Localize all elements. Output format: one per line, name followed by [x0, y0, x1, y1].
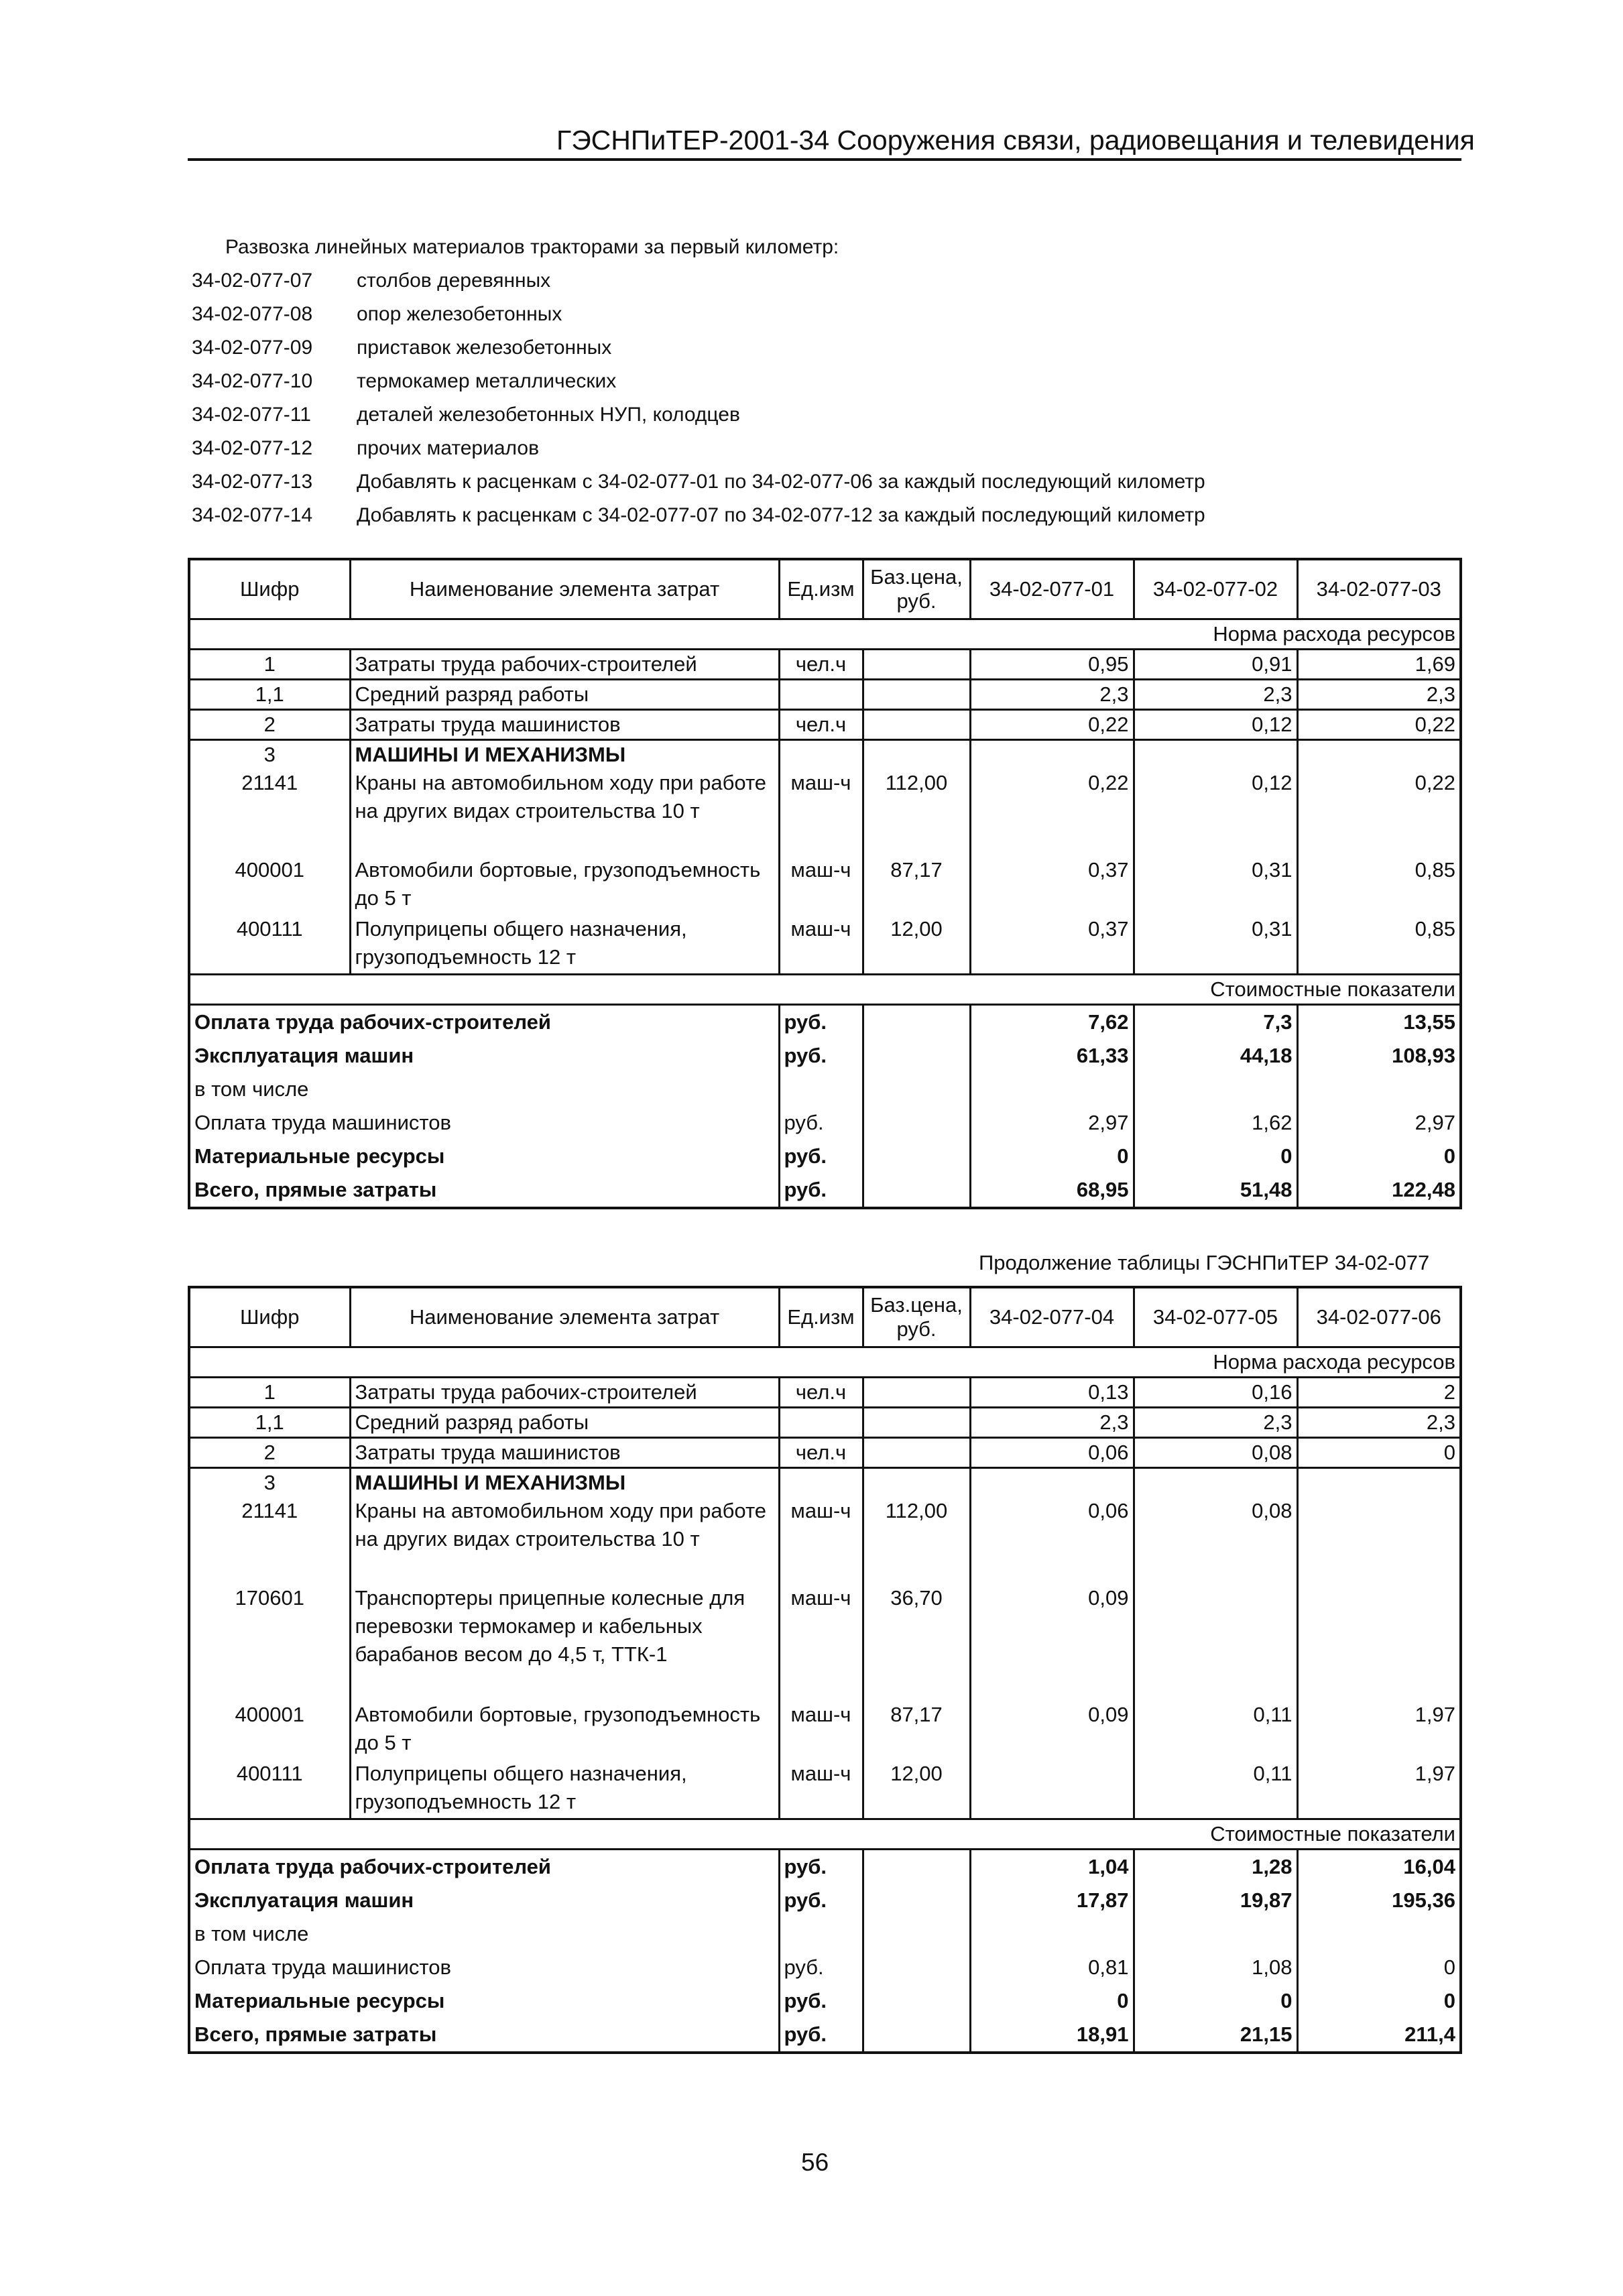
row-price	[863, 650, 970, 680]
row-value: 2,3	[1134, 680, 1297, 710]
row-code: 1,1	[189, 680, 350, 710]
totals-price	[863, 1004, 970, 1039]
intro-lead: Развозка линейных материалов тракторами за первый километр:	[225, 236, 839, 258]
row-value: 0,22	[970, 769, 1134, 856]
col-header-rate: 34-02-077-05	[1134, 1287, 1297, 1347]
totals-row	[189, 1984, 1461, 2018]
totals-value: 16,04	[1297, 1849, 1461, 1884]
row-unit: маш-ч	[779, 1701, 863, 1760]
row-price	[863, 1438, 970, 1468]
row-code: 170601	[189, 1584, 350, 1701]
table-row	[189, 1497, 1461, 1584]
table-header-row	[189, 559, 1461, 619]
row-value	[1297, 1468, 1461, 1498]
intro-item	[192, 331, 1465, 365]
row-unit: чел.ч	[779, 650, 863, 680]
row-name: Средний разряд работы	[350, 1408, 779, 1438]
rates-table-1	[188, 558, 1462, 1209]
totals-value: 7,3	[1134, 1004, 1297, 1039]
intro-item-code: 34-02-077-13	[192, 471, 313, 493]
row-unit	[779, 1408, 863, 1438]
table-header-row	[189, 1287, 1461, 1347]
totals-value: 2,97	[1297, 1106, 1461, 1140]
totals-value: 108,93	[1297, 1039, 1461, 1073]
table-row	[189, 1584, 1461, 1701]
totals-name: Эксплуатация машин	[194, 1888, 414, 1912]
row-unit: маш-ч	[779, 915, 863, 974]
intro-item	[192, 465, 1465, 499]
row-value	[1297, 1497, 1461, 1584]
totals-name: Всего, прямые затраты	[194, 1177, 437, 1201]
section-label: Норма расхода ресурсов	[189, 1347, 1461, 1378]
row-value	[1297, 740, 1461, 770]
row-value: 0,08	[1134, 1497, 1297, 1584]
intro-item-text: Добавлять к расценкам с 34-02-077-07 по 34-02-077-12 за каждый последующий километр	[357, 504, 1205, 526]
table-2-caption: Продолжение таблицы ГЭСНПиТЕР 34-02-077	[979, 1251, 1430, 1274]
row-unit: чел.ч	[779, 710, 863, 740]
totals-price	[863, 1073, 970, 1106]
totals-unit: руб.	[779, 1884, 863, 1917]
totals-row	[189, 1173, 1461, 1208]
intro-item-text: термокамер металлических	[357, 370, 617, 392]
row-price	[863, 1408, 970, 1438]
row-code: 400001	[189, 856, 350, 915]
intro-item-text: приставок железобетонных	[357, 337, 612, 359]
totals-value: 122,48	[1297, 1173, 1461, 1208]
totals-value: 1,62	[1134, 1106, 1297, 1140]
row-value: 0,31	[1134, 915, 1297, 974]
totals-name: в том числе	[194, 1921, 309, 1945]
totals-value	[1297, 1917, 1461, 1951]
row-name: Автомобили бортовые, грузоподъемность до 5 т	[350, 1701, 779, 1760]
row-price: 12,00	[863, 915, 970, 974]
totals-value: 18,91	[970, 2018, 1134, 2053]
totals-price	[863, 1106, 970, 1140]
table-row	[189, 769, 1461, 856]
row-name: МАШИНЫ И МЕХАНИЗМЫ	[350, 740, 779, 770]
totals-value: 1,28	[1134, 1849, 1297, 1884]
totals-price	[863, 1140, 970, 1173]
totals-value: 61,33	[970, 1039, 1134, 1073]
col-header-rate: 34-02-077-02	[1134, 559, 1297, 619]
row-value	[970, 740, 1134, 770]
table-row	[189, 1378, 1461, 1408]
totals-value: 44,18	[1134, 1039, 1297, 1073]
intro-item-code: 34-02-077-08	[192, 303, 313, 325]
row-unit	[779, 740, 863, 770]
section-label: Стоимостные показатели	[189, 1819, 1461, 1849]
row-value: 0,12	[1134, 769, 1297, 856]
row-price	[863, 740, 970, 770]
row-value: 2,3	[1297, 1408, 1461, 1438]
row-name: Затраты труда машинистов	[350, 710, 779, 740]
totals-value: 0	[1134, 1984, 1297, 2018]
row-code: 2	[189, 710, 350, 740]
totals-value: 19,87	[1134, 1884, 1297, 1917]
intro-item-code: 34-02-077-10	[192, 370, 313, 392]
row-value	[970, 1760, 1134, 1819]
row-name: Краны на автомобильном ходу при работе на других видах строительства 10 т	[350, 1497, 779, 1584]
row-price	[863, 710, 970, 740]
totals-row	[189, 1951, 1461, 1984]
row-value: 0,37	[970, 856, 1134, 915]
row-name: Затраты труда машинистов	[350, 1438, 779, 1468]
totals-row	[189, 1073, 1461, 1106]
row-value: 0,09	[970, 1584, 1134, 1701]
row-value: 0,12	[1134, 710, 1297, 740]
section-row-norms	[189, 1347, 1461, 1378]
totals-row	[189, 2018, 1461, 2053]
col-header-price: Баз.цена, руб.	[863, 559, 970, 619]
totals-unit	[779, 1073, 863, 1106]
row-value: 0,91	[1134, 650, 1297, 680]
col-header-name: Наименование элемента затрат	[350, 559, 779, 619]
row-value: 0,09	[970, 1701, 1134, 1760]
row-value: 0,31	[1134, 856, 1297, 915]
row-code: 3	[189, 1468, 350, 1498]
row-code: 2	[189, 1438, 350, 1468]
header-rule	[188, 158, 1461, 161]
row-name: Затраты труда рабочих-строителей	[350, 1378, 779, 1408]
col-header-unit: Ед.изм	[779, 1287, 863, 1347]
row-value: 1,97	[1297, 1701, 1461, 1760]
intro-item-text: прочих материалов	[357, 437, 540, 459]
row-value: 0,37	[970, 915, 1134, 974]
totals-value: 7,62	[970, 1004, 1134, 1039]
page-header-title: ГЭСНПиТЕР-2001-34 Сооружения связи, радиовещания и телевидения	[556, 125, 1475, 156]
row-value: 0,11	[1134, 1760, 1297, 1819]
totals-row	[189, 1039, 1461, 1073]
totals-unit: руб.	[779, 1849, 863, 1884]
row-value: 1,69	[1297, 650, 1461, 680]
row-price	[863, 680, 970, 710]
intro-item-text: столбов деревянных	[357, 269, 551, 292]
row-unit	[779, 1468, 863, 1498]
intro-item-text: деталей железобетонных НУП, колодцев	[357, 404, 740, 426]
row-name: Краны на автомобильном ходу при работе на других видах строительства 10 т	[350, 769, 779, 856]
totals-value: 13,55	[1297, 1004, 1461, 1039]
col-header-rate: 34-02-077-03	[1297, 559, 1461, 619]
rates-table-2	[188, 1286, 1462, 2054]
col-header-code: Шифр	[189, 559, 350, 619]
table-row	[189, 1760, 1461, 1819]
totals-name: Оплата труда машинистов	[194, 1110, 451, 1134]
totals-value: 0	[1297, 1140, 1461, 1173]
totals-price	[863, 1917, 970, 1951]
totals-value: 21,15	[1134, 2018, 1297, 2053]
row-name: Транспортеры прицепные колесные для перевозки термокамер и кабельных барабанов весом до 4,5 т, ТТК-1	[350, 1584, 779, 1701]
section-row-costs	[189, 974, 1461, 1004]
totals-unit: руб.	[779, 1140, 863, 1173]
row-value	[1297, 1584, 1461, 1701]
row-code: 400001	[189, 1701, 350, 1760]
intro-item	[192, 432, 1465, 465]
intro-item-code: 34-02-077-09	[192, 337, 313, 359]
totals-row	[189, 1140, 1461, 1173]
row-name: Затраты труда рабочих-строителей	[350, 650, 779, 680]
row-name: Полуприцепы общего назначения, грузоподъемность 12 т	[350, 915, 779, 974]
table-row	[189, 1701, 1461, 1760]
row-value: 0,85	[1297, 856, 1461, 915]
col-header-rate: 34-02-077-06	[1297, 1287, 1461, 1347]
col-header-unit: Ед.изм	[779, 559, 863, 619]
row-unit: чел.ч	[779, 1378, 863, 1408]
intro-item	[192, 264, 1465, 298]
row-value: 0,06	[970, 1497, 1134, 1584]
totals-row	[189, 1849, 1461, 1884]
row-code: 400111	[189, 1760, 350, 1819]
intro-item-code: 34-02-077-14	[192, 504, 313, 526]
totals-price	[863, 1884, 970, 1917]
intro-item	[192, 499, 1465, 532]
intro-item	[192, 298, 1465, 331]
totals-unit	[779, 1917, 863, 1951]
row-price: 112,00	[863, 769, 970, 856]
totals-value: 17,87	[970, 1884, 1134, 1917]
col-header-code: Шифр	[189, 1287, 350, 1347]
intro-item-code: 34-02-077-07	[192, 269, 313, 292]
table-row	[189, 915, 1461, 974]
row-unit: маш-ч	[779, 1584, 863, 1701]
section-row-norms	[189, 619, 1461, 650]
totals-value	[1297, 1073, 1461, 1106]
totals-value	[970, 1917, 1134, 1951]
totals-price	[863, 1951, 970, 1984]
totals-unit: руб.	[779, 2018, 863, 2053]
row-value: 0,22	[1297, 769, 1461, 856]
totals-value: 1,04	[970, 1849, 1134, 1884]
row-price: 112,00	[863, 1497, 970, 1584]
totals-price	[863, 1173, 970, 1208]
totals-price	[863, 2018, 970, 2053]
totals-row	[189, 1917, 1461, 1951]
intro-item-text: опор железобетонных	[357, 303, 562, 325]
totals-name: Эксплуатация машин	[194, 1043, 414, 1067]
row-code: 21141	[189, 769, 350, 856]
table-row	[189, 1438, 1461, 1468]
col-header-name: Наименование элемента затрат	[350, 1287, 779, 1347]
totals-price	[863, 1849, 970, 1884]
row-value: 0,08	[1134, 1438, 1297, 1468]
totals-unit: руб.	[779, 1039, 863, 1073]
row-value: 1,97	[1297, 1760, 1461, 1819]
col-header-price: Баз.цена, руб.	[863, 1287, 970, 1347]
intro-block	[192, 231, 1465, 532]
row-value: 0,22	[970, 710, 1134, 740]
row-code: 21141	[189, 1497, 350, 1584]
row-unit: маш-ч	[779, 769, 863, 856]
totals-name: Материальные ресурсы	[194, 1988, 445, 2012]
totals-name: Оплата труда рабочих-строителей	[194, 1010, 551, 1034]
row-code: 1	[189, 650, 350, 680]
totals-price	[863, 1039, 970, 1073]
table-row	[189, 650, 1461, 680]
row-value: 0,22	[1297, 710, 1461, 740]
row-value: 0	[1297, 1438, 1461, 1468]
section-row-costs	[189, 1819, 1461, 1849]
row-value	[1134, 1584, 1297, 1701]
col-header-rate: 34-02-077-04	[970, 1287, 1134, 1347]
row-code: 1,1	[189, 1408, 350, 1438]
row-value	[1134, 1468, 1297, 1498]
row-unit: маш-ч	[779, 856, 863, 915]
totals-value: 0	[1134, 1140, 1297, 1173]
totals-value: 211,4	[1297, 2018, 1461, 2053]
totals-row	[189, 1004, 1461, 1039]
totals-value	[970, 1073, 1134, 1106]
section-label: Стоимостные показатели	[189, 974, 1461, 1004]
totals-unit: руб.	[779, 1173, 863, 1208]
row-unit: маш-ч	[779, 1497, 863, 1584]
totals-row	[189, 1106, 1461, 1140]
col-header-rate: 34-02-077-01	[970, 559, 1134, 619]
intro-item-text: Добавлять к расценкам с 34-02-077-01 по 34-02-077-06 за каждый последующий километр	[357, 471, 1205, 493]
intro-item-code: 34-02-077-11	[192, 404, 311, 426]
totals-value: 0	[970, 1984, 1134, 2018]
row-value: 0,85	[1297, 915, 1461, 974]
totals-value: 0,81	[970, 1951, 1134, 1984]
row-price	[863, 1468, 970, 1498]
totals-value	[1134, 1917, 1297, 1951]
totals-name: Всего, прямые затраты	[194, 2022, 437, 2046]
totals-value: 0	[1297, 1984, 1461, 2018]
row-price: 12,00	[863, 1760, 970, 1819]
row-unit: маш-ч	[779, 1760, 863, 1819]
table-row	[189, 1468, 1461, 1498]
totals-name: Оплата труда машинистов	[194, 1955, 451, 1979]
row-unit	[779, 680, 863, 710]
totals-value: 1,08	[1134, 1951, 1297, 1984]
totals-value: 51,48	[1134, 1173, 1297, 1208]
totals-row	[189, 1884, 1461, 1917]
row-value: 2,3	[1134, 1408, 1297, 1438]
row-code: 3	[189, 740, 350, 770]
row-value: 0,95	[970, 650, 1134, 680]
table-row	[189, 710, 1461, 740]
totals-value: 0	[1297, 1951, 1461, 1984]
totals-unit: руб.	[779, 1106, 863, 1140]
table-row	[189, 680, 1461, 710]
totals-unit: руб.	[779, 1984, 863, 2018]
table-row	[189, 740, 1461, 770]
totals-name: Оплата труда рабочих-строителей	[194, 1854, 551, 1878]
row-value: 2,3	[970, 1408, 1134, 1438]
row-value: 0,13	[970, 1378, 1134, 1408]
totals-price	[863, 1984, 970, 2018]
row-name: Автомобили бортовые, грузоподъемность до 5 т	[350, 856, 779, 915]
intro-item	[192, 365, 1465, 398]
table-row	[189, 856, 1461, 915]
table-row	[189, 1408, 1461, 1438]
row-code: 400111	[189, 915, 350, 974]
totals-unit: руб.	[779, 1951, 863, 1984]
row-price: 36,70	[863, 1584, 970, 1701]
totals-value: 0	[970, 1140, 1134, 1173]
row-name: МАШИНЫ И МЕХАНИЗМЫ	[350, 1468, 779, 1498]
row-code: 1	[189, 1378, 350, 1408]
row-value: 0,06	[970, 1438, 1134, 1468]
section-label: Норма расхода ресурсов	[189, 619, 1461, 650]
row-value: 0,11	[1134, 1701, 1297, 1760]
totals-value: 2,97	[970, 1106, 1134, 1140]
row-price	[863, 1378, 970, 1408]
row-value: 2	[1297, 1378, 1461, 1408]
page-number: 56	[801, 2149, 829, 2176]
row-value	[970, 1468, 1134, 1498]
totals-name: Материальные ресурсы	[194, 1144, 445, 1168]
totals-value: 195,36	[1297, 1884, 1461, 1917]
row-value	[1134, 740, 1297, 770]
intro-item-code: 34-02-077-12	[192, 437, 313, 459]
row-name: Средний разряд работы	[350, 680, 779, 710]
totals-value: 68,95	[970, 1173, 1134, 1208]
totals-value	[1134, 1073, 1297, 1106]
totals-name: в том числе	[194, 1077, 309, 1101]
totals-unit: руб.	[779, 1004, 863, 1039]
row-price: 87,17	[863, 856, 970, 915]
row-value: 2,3	[970, 680, 1134, 710]
row-unit: чел.ч	[779, 1438, 863, 1468]
intro-item	[192, 398, 1465, 432]
row-price: 87,17	[863, 1701, 970, 1760]
row-value: 0,16	[1134, 1378, 1297, 1408]
row-name: Полуприцепы общего назначения, грузоподъемность 12 т	[350, 1760, 779, 1819]
row-value: 2,3	[1297, 680, 1461, 710]
